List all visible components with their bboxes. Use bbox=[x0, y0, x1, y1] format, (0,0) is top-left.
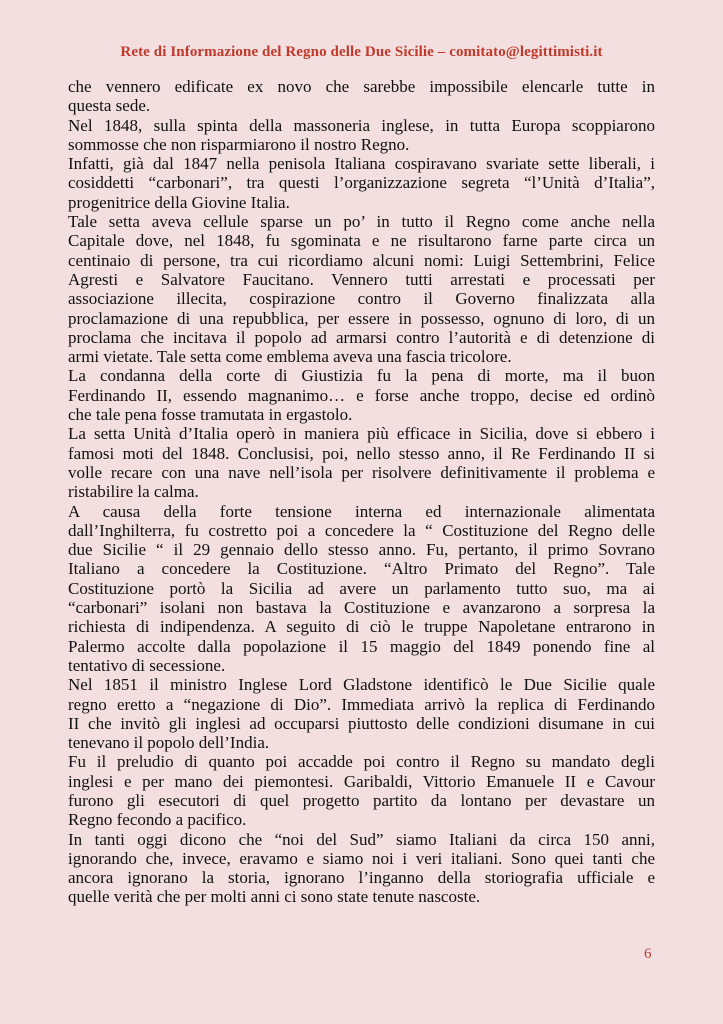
text-line: proclama che incitava il popolo ad armarsi contro l’autorità e di detenzione di bbox=[68, 327, 655, 347]
text-line: Fu il preludio di quanto poi accadde poi contro il Regno su mandato degli bbox=[68, 752, 655, 772]
text-line: sommosse che non risparmiarono il nostro Regno. bbox=[68, 134, 410, 154]
text-line: dall’Inghilterra, fu costretto poi a concedere la “ Costituzione del Regno delle bbox=[68, 520, 655, 540]
text-line: che vennero edificate ex novo che sarebbe impossibile elencarle tutte in bbox=[68, 77, 655, 96]
text-line: centinaio di persone, tra cui ricordiamo alcuni nomi: Luigi Settembrini, Felice bbox=[68, 250, 655, 270]
paragraph bbox=[68, 77, 655, 116]
paragraph bbox=[68, 675, 655, 752]
paragraph bbox=[68, 116, 655, 155]
text-line: questa sede. bbox=[68, 96, 151, 116]
text-line: In tanti oggi dicono che “noi del Sud” siamo Italiani da circa 150 anni, bbox=[68, 829, 655, 849]
paragraph bbox=[68, 830, 655, 907]
paragraph bbox=[68, 424, 655, 501]
text-line: II che invitò gli inglesi ad occuparsi piuttosto delle condizioni disumane in cui bbox=[68, 713, 655, 733]
text-line: Ferdinando II, essendo magnanimo… e forse anche troppo, decise ed ordinò bbox=[68, 385, 655, 405]
text-line: quelle verità che per molti anni ci sono state tenute nascoste. bbox=[68, 887, 481, 907]
text-line: due Sicilie “ il 29 gennaio dello stesso anno. Fu, pertanto, il primo Sovrano bbox=[68, 540, 655, 560]
text-line: “carbonari” isolani non bastava la Costituzione e avanzarono a sorpresa la bbox=[68, 598, 655, 618]
text-line: volle recare con una nave nell’isola per risolvere definitivamente il problema e bbox=[68, 462, 655, 482]
text-line: Capitale dove, nel 1848, fu sgominata e ne risultarono farne parte circa un bbox=[68, 231, 655, 251]
text-line: Nel 1848, sulla spinta della massoneria inglese, in tutta Europa scoppiarono bbox=[68, 115, 655, 135]
paragraph bbox=[68, 154, 655, 212]
text-line: Palermo accolte dalla popolazione il 15 maggio del 1849 ponendo fine al bbox=[68, 636, 655, 656]
text-line: Tale setta aveva cellule sparse un po’ in tutto il Regno come anche nella bbox=[68, 212, 655, 232]
text-line: regno eretto a “negazione di Dio”. Immediata arrivò la replica di Ferdinando bbox=[68, 694, 655, 714]
paragraph bbox=[68, 752, 655, 829]
text-line: La setta Unità d’Italia operò in maniera più efficace in Sicilia, dove si ebbero i bbox=[68, 424, 655, 444]
paragraph bbox=[68, 366, 655, 424]
text-line: tentativo di secessione. bbox=[68, 655, 226, 675]
text-line: tenevano il popolo dell’India. bbox=[68, 733, 270, 753]
text-line: furono gli esecutori di quel progetto partito da lontano per devastare un bbox=[68, 790, 655, 810]
text-line: ignorando che, invece, eravamo e siamo noi i veri italiani. Sono quei tanti che bbox=[68, 848, 655, 868]
text-line: richiesta di indipendenza. A seguito di ciò le truppe Napoletane entrarono in bbox=[68, 617, 655, 637]
text-line: Regno fecondo a pacifico. bbox=[68, 810, 247, 830]
body-text bbox=[68, 77, 655, 907]
text-line: progenitrice della Giovine Italia. bbox=[68, 192, 290, 212]
page-header: Rete di Informazione del Regno delle Due Sicilie – comitato@legittimisti.it bbox=[120, 44, 603, 60]
text-line: famosi moti del 1848. Conclusisi, poi, nello stesso anno, il Re Ferdinando II si bbox=[68, 443, 655, 463]
text-line: La condanna della corte di Giustizia fu la pena di morte, ma il buon bbox=[68, 366, 655, 386]
text-line: ristabilire la calma. bbox=[68, 482, 199, 502]
text-line: Costituzione portò la Sicilia ad avere un parlamento tutto suo, ma ai bbox=[68, 578, 655, 598]
text-line: inglesi e per mano dei piemontesi. Garibaldi, Vittorio Emanuele II e Cavour bbox=[68, 771, 655, 791]
text-line: Nel 1851 il ministro Inglese Lord Gladstone identificò le Due Sicilie quale bbox=[68, 675, 655, 695]
text-line: cosiddetti “carbonari”, tra questi l’organizzazione segreta “l’Unità d’Italia”, bbox=[68, 173, 655, 193]
text-line: Italiano a concedere la Costituzione. “Altro Primato del Regno”. Tale bbox=[68, 559, 655, 579]
text-line: ancora ignorano la storia, ignorano l’inganno della storiografia ufficiale e bbox=[68, 868, 655, 888]
page-number: 6 bbox=[644, 946, 652, 962]
text-line: armi vietate. Tale setta come emblema aveva una fascia tricolore. bbox=[68, 347, 512, 367]
text-line: A causa della forte tensione interna ed internazionale alimentata bbox=[68, 501, 655, 521]
text-line: associazione illecita, cospirazione contro il Governo finalizzata alla bbox=[68, 289, 655, 309]
paragraph bbox=[68, 212, 655, 366]
text-line: proclamazione di una repubblica, per essere in possesso, ognuno di loro, di un bbox=[68, 308, 655, 328]
text-line: Infatti, già dal 1847 nella penisola Italiana cospiravano svariate sette liberali, i bbox=[68, 154, 655, 174]
paragraph bbox=[68, 502, 655, 676]
text-line: che tale pena fosse tramutata in ergastolo. bbox=[68, 405, 353, 425]
text-line: Agresti e Salvatore Faucitano. Vennero tutti arrestati e processati per bbox=[68, 269, 655, 289]
